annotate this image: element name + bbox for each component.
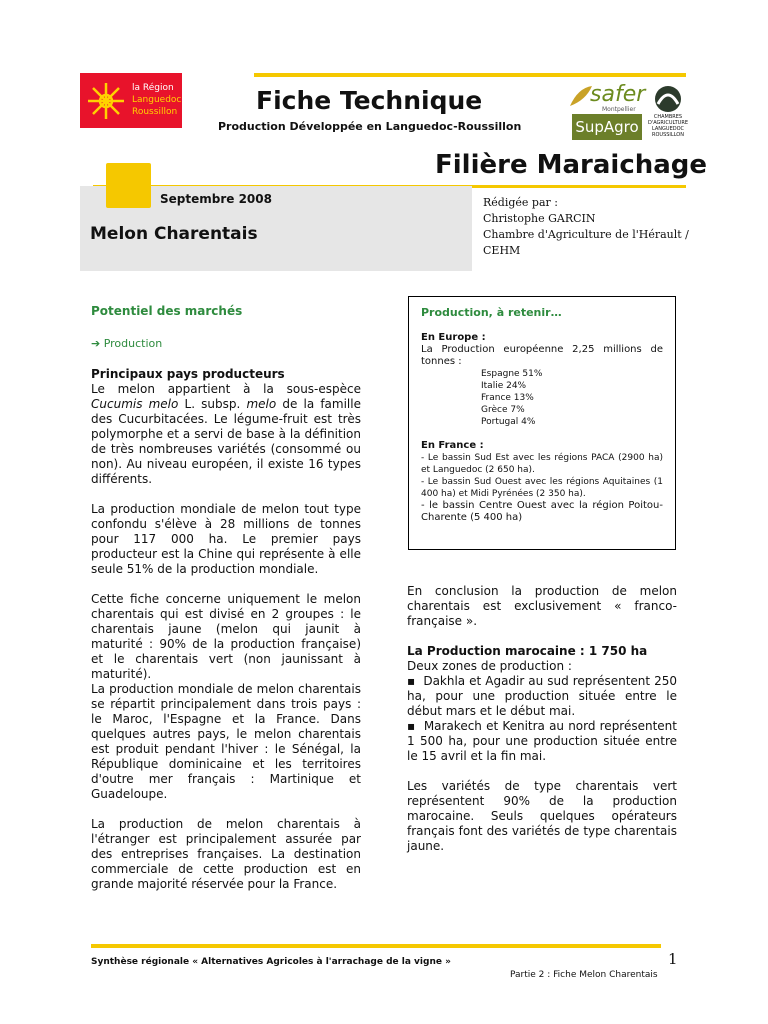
author-name: Christophe GARCIN — [483, 212, 596, 225]
bullet-2-text: Marakech et Kenitra au nord représentent 1 500 ha, pour une production située entre le 15 avril et la fin mai. — [407, 719, 677, 763]
p1-part-c: L. subsp. — [178, 397, 247, 411]
france-item-3: - le bassin Centre Ouest avec la région Poitou- Charente (5 400 ha) — [421, 500, 663, 523]
list-item: Italie 24% — [481, 381, 527, 391]
region-logo-line2: Languedoc — [132, 95, 182, 105]
conclusion-paragraph: En conclusion la production de melon charentais est exclusivement « franco-française ». — [407, 584, 677, 628]
production-summary-box — [408, 296, 676, 550]
bullet-1-text: Dakhla et Agadir au sud représentent 250 ha, pour une production située entre le début mars et le début mai. — [407, 674, 678, 718]
page-number: 1 — [668, 950, 678, 968]
filiere-title: Filière Maraichage — [435, 150, 708, 180]
p1-species: Cucumis melo — [91, 397, 179, 411]
region-logo-line1: la Région — [132, 83, 174, 93]
page-title: Fiche Technique — [256, 86, 483, 115]
author-org: Chambre d'Agriculture de l'Hérault / — [483, 228, 689, 241]
country-list — [421, 368, 663, 428]
box-title: Production, à retenir… — [421, 306, 562, 319]
paragraph-1 — [91, 382, 361, 487]
author-label: Rédigée par : — [483, 196, 558, 209]
p1-subspecies: melo — [246, 397, 277, 411]
product-title: Melon Charentais — [90, 224, 258, 244]
france-item-1: - Le bassin Sud Est avec les régions PACA (2900 ha) et Languedoc (2 650 ha). — [421, 453, 663, 475]
chambre-logo-text: CHAMBRES D'AGRICULTURE LANGUEDOC ROUSSILLON — [648, 114, 688, 138]
footer-partie: Partie 2 : Fiche Melon Charentais — [510, 970, 658, 980]
maroc-intro: Deux zones de production : — [407, 659, 572, 673]
paragraph-3: Cette fiche concerne uniquement le melon charentais qui est divisé en 2 groupes : le charentais jaune (melon qui jaunit à maturité : 90% de la production française) et le charentais vert (non jaunissant à maturité). — [91, 592, 361, 681]
supagro-logo-text: SupAgro — [572, 114, 642, 140]
list-item: Grèce 7% — [481, 405, 525, 415]
heading-principaux-pays: Principaux pays producteurs — [91, 367, 285, 381]
subsection-production: ➔ Production — [91, 337, 163, 350]
chambre-agriculture-logo — [648, 84, 688, 144]
region-logo — [80, 73, 182, 128]
europe-label: En Europe : — [421, 332, 486, 343]
header-top-rule — [254, 73, 686, 77]
sun-cross-icon — [84, 79, 128, 123]
region-logo-line3: Roussillon — [132, 107, 178, 117]
paragraph-4: La production mondiale de melon charentais se répartit principalement dans trois pays : le Maroc, l'Espagne et la France. Dans quelques autres pays, le melon charentais est produit pendant l'hiver : le Sénégal, la République dominicaine et les territoires d'outre mer français : Martinique et Guadeloupe. — [91, 682, 361, 801]
paragraph-varietes: Les variétés de type charentais vert représentent 90% de la production marocaine. Seuls quelques opérateurs français font des variétés de type charentais jaune. — [407, 779, 677, 853]
chambre-emblem-icon — [648, 84, 688, 114]
maroc-bullet-2: ▪ Marakech et Kenitra au nord représentent 1 500 ha, pour une production située entre le 15 avril et la fin mai. — [407, 719, 677, 763]
paragraph-5: La production de melon charentais à l'étranger est principalement assurée par des entreprises françaises. La destination commerciale de cette production est en grande majorité réservée pour la France. — [91, 817, 361, 891]
list-item: Espagne 51% — [481, 369, 543, 379]
paragraph-2: La production mondiale de melon tout type confondu s'élève à 28 millions de tonnes pour 117 000 ha. Le premier pays producteur est la Chine qui représente à elle seule 51% de la production mondiale. — [91, 502, 361, 576]
p1-part-e: de la famille des Cucurbitacées. Le légume-fruit est très polymorphe et a servi de base à la définition de très nombreuses variétés (consommé ou non). Au niveau européen, il existe 16 types différents. — [91, 397, 361, 486]
section-title: Potentiel des marchés — [91, 304, 243, 318]
france-item-2: - Le bassin Sud Ouest avec les régions Aquitaines (1 400 ha) et Midi Pyrénées (2 350 ha). — [421, 477, 663, 499]
list-item: Portugal 4% — [481, 417, 536, 427]
list-item: France 13% — [481, 393, 534, 403]
footer-rule — [91, 944, 661, 948]
author-block — [483, 195, 689, 259]
p1-part-a: Le melon appartient à la sous-espèce — [91, 382, 361, 396]
safer-logo-text: safer — [590, 82, 646, 107]
page-subtitle: Production Développée en Languedoc-Roussillon — [218, 120, 522, 133]
heading-maroc: La Production marocaine : 1 750 ha — [407, 644, 648, 658]
safer-supagro-logo — [568, 84, 646, 144]
publication-date: Septembre 2008 — [160, 192, 272, 206]
maroc-bullet-1: ▪ Dakhla et Agadir au sud représentent 250 ha, pour une production située entre le début mars et le début mai. — [407, 674, 678, 718]
france-label: En France : — [421, 440, 484, 451]
right-column-text — [407, 584, 677, 869]
footer-synthese: Synthèse régionale « Alternatives Agricoles à l'arrachage de la vigne » — [91, 957, 451, 967]
left-column-text — [91, 367, 361, 907]
europe-text: La Production européenne 2,25 millions de tonnes : — [421, 344, 663, 367]
montpellier-text: Montpellier — [602, 106, 636, 113]
yellow-square-decoration — [106, 163, 151, 208]
author-org-2: CEHM — [483, 244, 521, 257]
